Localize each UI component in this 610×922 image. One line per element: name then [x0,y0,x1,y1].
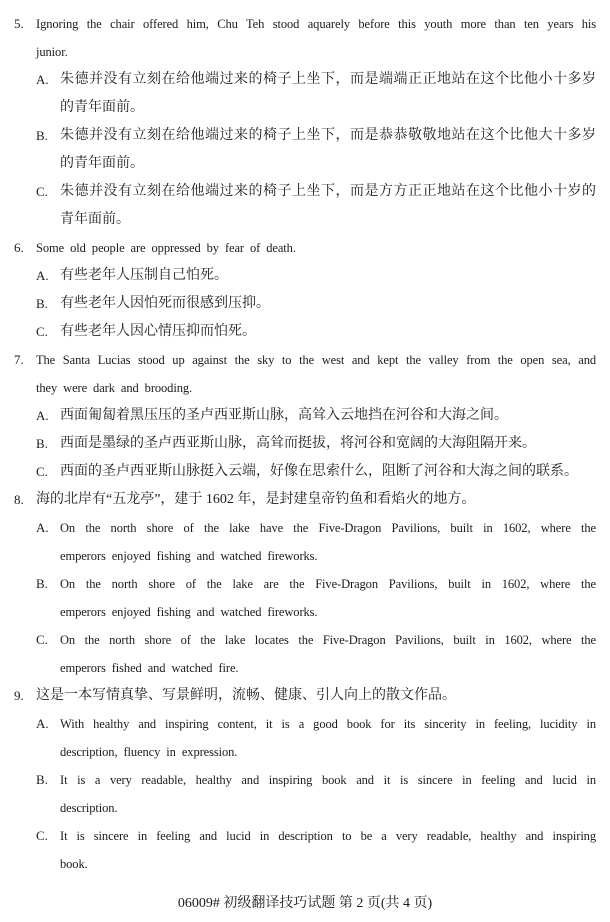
option-label: C. [36,632,48,647]
option-line: emperors enjoyed fishing and watched fireworks. [60,549,318,563]
option-label: B. [36,128,48,143]
option-text: 朱德并没有立刻在给他端过来的椅子上坐下，而是恭恭敬敬地站在这个比他大十多岁 [60,128,596,143]
option-line [0,178,610,206]
option-text: 有些老年人压制自己怕死。 [60,268,228,283]
question-5 [0,10,610,234]
option-line [0,570,610,598]
option-text: With healthy and inspiring content, it is a good book for its sincerity in feeling, lucidity in [60,717,596,731]
question-stem-text: 这是一本写情真挚、写景鲜明，流畅、健康、引人向上的散文作品。 [36,688,456,703]
option-line [0,626,610,654]
question-number: 8. [14,492,24,507]
question-number: 7. [14,352,24,367]
question-6 [0,234,610,346]
option-text: It is a very readable, healthy and inspiring book and it is sincere in feeling and lucid in [60,773,596,787]
option-text: On the north shore of the lake have the Five-Dragon Pavilions, built in 1602, where the [60,521,596,535]
question-stem-line: they were dark and brooding. [36,381,193,395]
option-label: A. [36,268,49,283]
question-number: 5. [14,16,24,31]
option-line: description, fluency in expression. [60,745,238,759]
question-number: 6. [14,240,24,255]
question-stem-text: The Santa Lucias stood up against the sky to the west and kept the valley from the open sea, and [36,353,596,367]
option-line [0,290,610,318]
option-label: C. [36,464,48,479]
option-line [0,710,610,738]
question-stem-line [0,682,610,710]
question-7 [0,346,610,486]
option-text: 西面是墨绿的圣卢西亚斯山脉，高耸而挺拔，将河谷和宽阔的大海阻隔开来。 [60,436,536,451]
option-line: description. [60,801,118,815]
option-text: 西面的圣卢西亚斯山脉挺入云端，好像在思索什么，阻断了河谷和大海之间的联系。 [60,464,578,479]
question-9 [0,682,610,878]
option-label: C. [36,828,48,843]
option-line [0,318,610,346]
question-stem-line [0,234,610,262]
option-label: A. [36,408,49,423]
option-line [0,122,610,150]
option-label: B. [36,436,48,451]
option-label: A. [36,72,49,87]
page-footer: 06009# 初级翻译技巧试题 第 2 页(共 4 页) [177,896,433,911]
option-line: 的青年面前。 [60,100,144,115]
question-number: 9. [14,688,24,703]
option-label: C. [36,324,48,339]
option-line: emperors enjoyed fishing and watched fireworks. [60,605,318,619]
option-label: A. [36,716,49,731]
option-text: 朱德并没有立刻在给他端过来的椅子上坐下，而是端端正正地站在这个比他小十多岁 [60,72,596,87]
question-stem-text: Ignoring the chair offered him, Chu Teh stood aquarely before this youth more than ten years his [36,17,596,31]
option-label: A. [36,520,49,535]
option-text: 有些老年人因怕死而很感到压抑。 [60,296,270,311]
option-text: 有些老年人因心情压抑而怕死。 [60,324,256,339]
option-line [0,430,610,458]
option-text: 朱德并没有立刻在给他端过来的椅子上坐下，而是方方正正地站在这个比他小十岁的 [60,184,596,199]
option-label: C. [36,184,48,199]
option-line [0,822,610,850]
option-line: 青年面前。 [60,212,130,227]
option-line: emperors fished and watched fire. [60,661,239,675]
option-line: book. [60,857,88,871]
option-line [0,262,610,290]
option-line [0,66,610,94]
option-line [0,514,610,542]
option-label: B. [36,296,48,311]
option-line: 的青年面前。 [60,156,144,171]
option-text: On the north shore of the lake locates the Five-Dragon Pavilions, built in 1602, where the [60,633,596,647]
question-stem-line [0,10,610,38]
question-stem-text: 海的北岸有“五龙亭”，建于 1602 年，是封建皇帝钓鱼和看焰火的地方。 [36,492,476,507]
question-8 [0,486,610,682]
option-text: On the north shore of the lake are the Five-Dragon Pavilions, built in 1602, where the [60,577,596,591]
option-line [0,458,610,486]
question-stem-text: Some old people are oppressed by fear of death. [36,241,296,255]
question-stem-line: junior. [36,45,68,59]
option-text: 西面匍匐着黑压压的圣卢西亚斯山脉，高耸入云地挡在河谷和大海之间。 [60,408,508,423]
question-stem-line [0,486,610,514]
option-label: B. [36,772,48,787]
option-label: B. [36,576,48,591]
question-stem-line [0,346,610,374]
option-text: It is sincere in feeling and lucid in description to be a very readable, healthy and inspiring [60,829,596,843]
option-line [0,766,610,794]
option-line [0,402,610,430]
